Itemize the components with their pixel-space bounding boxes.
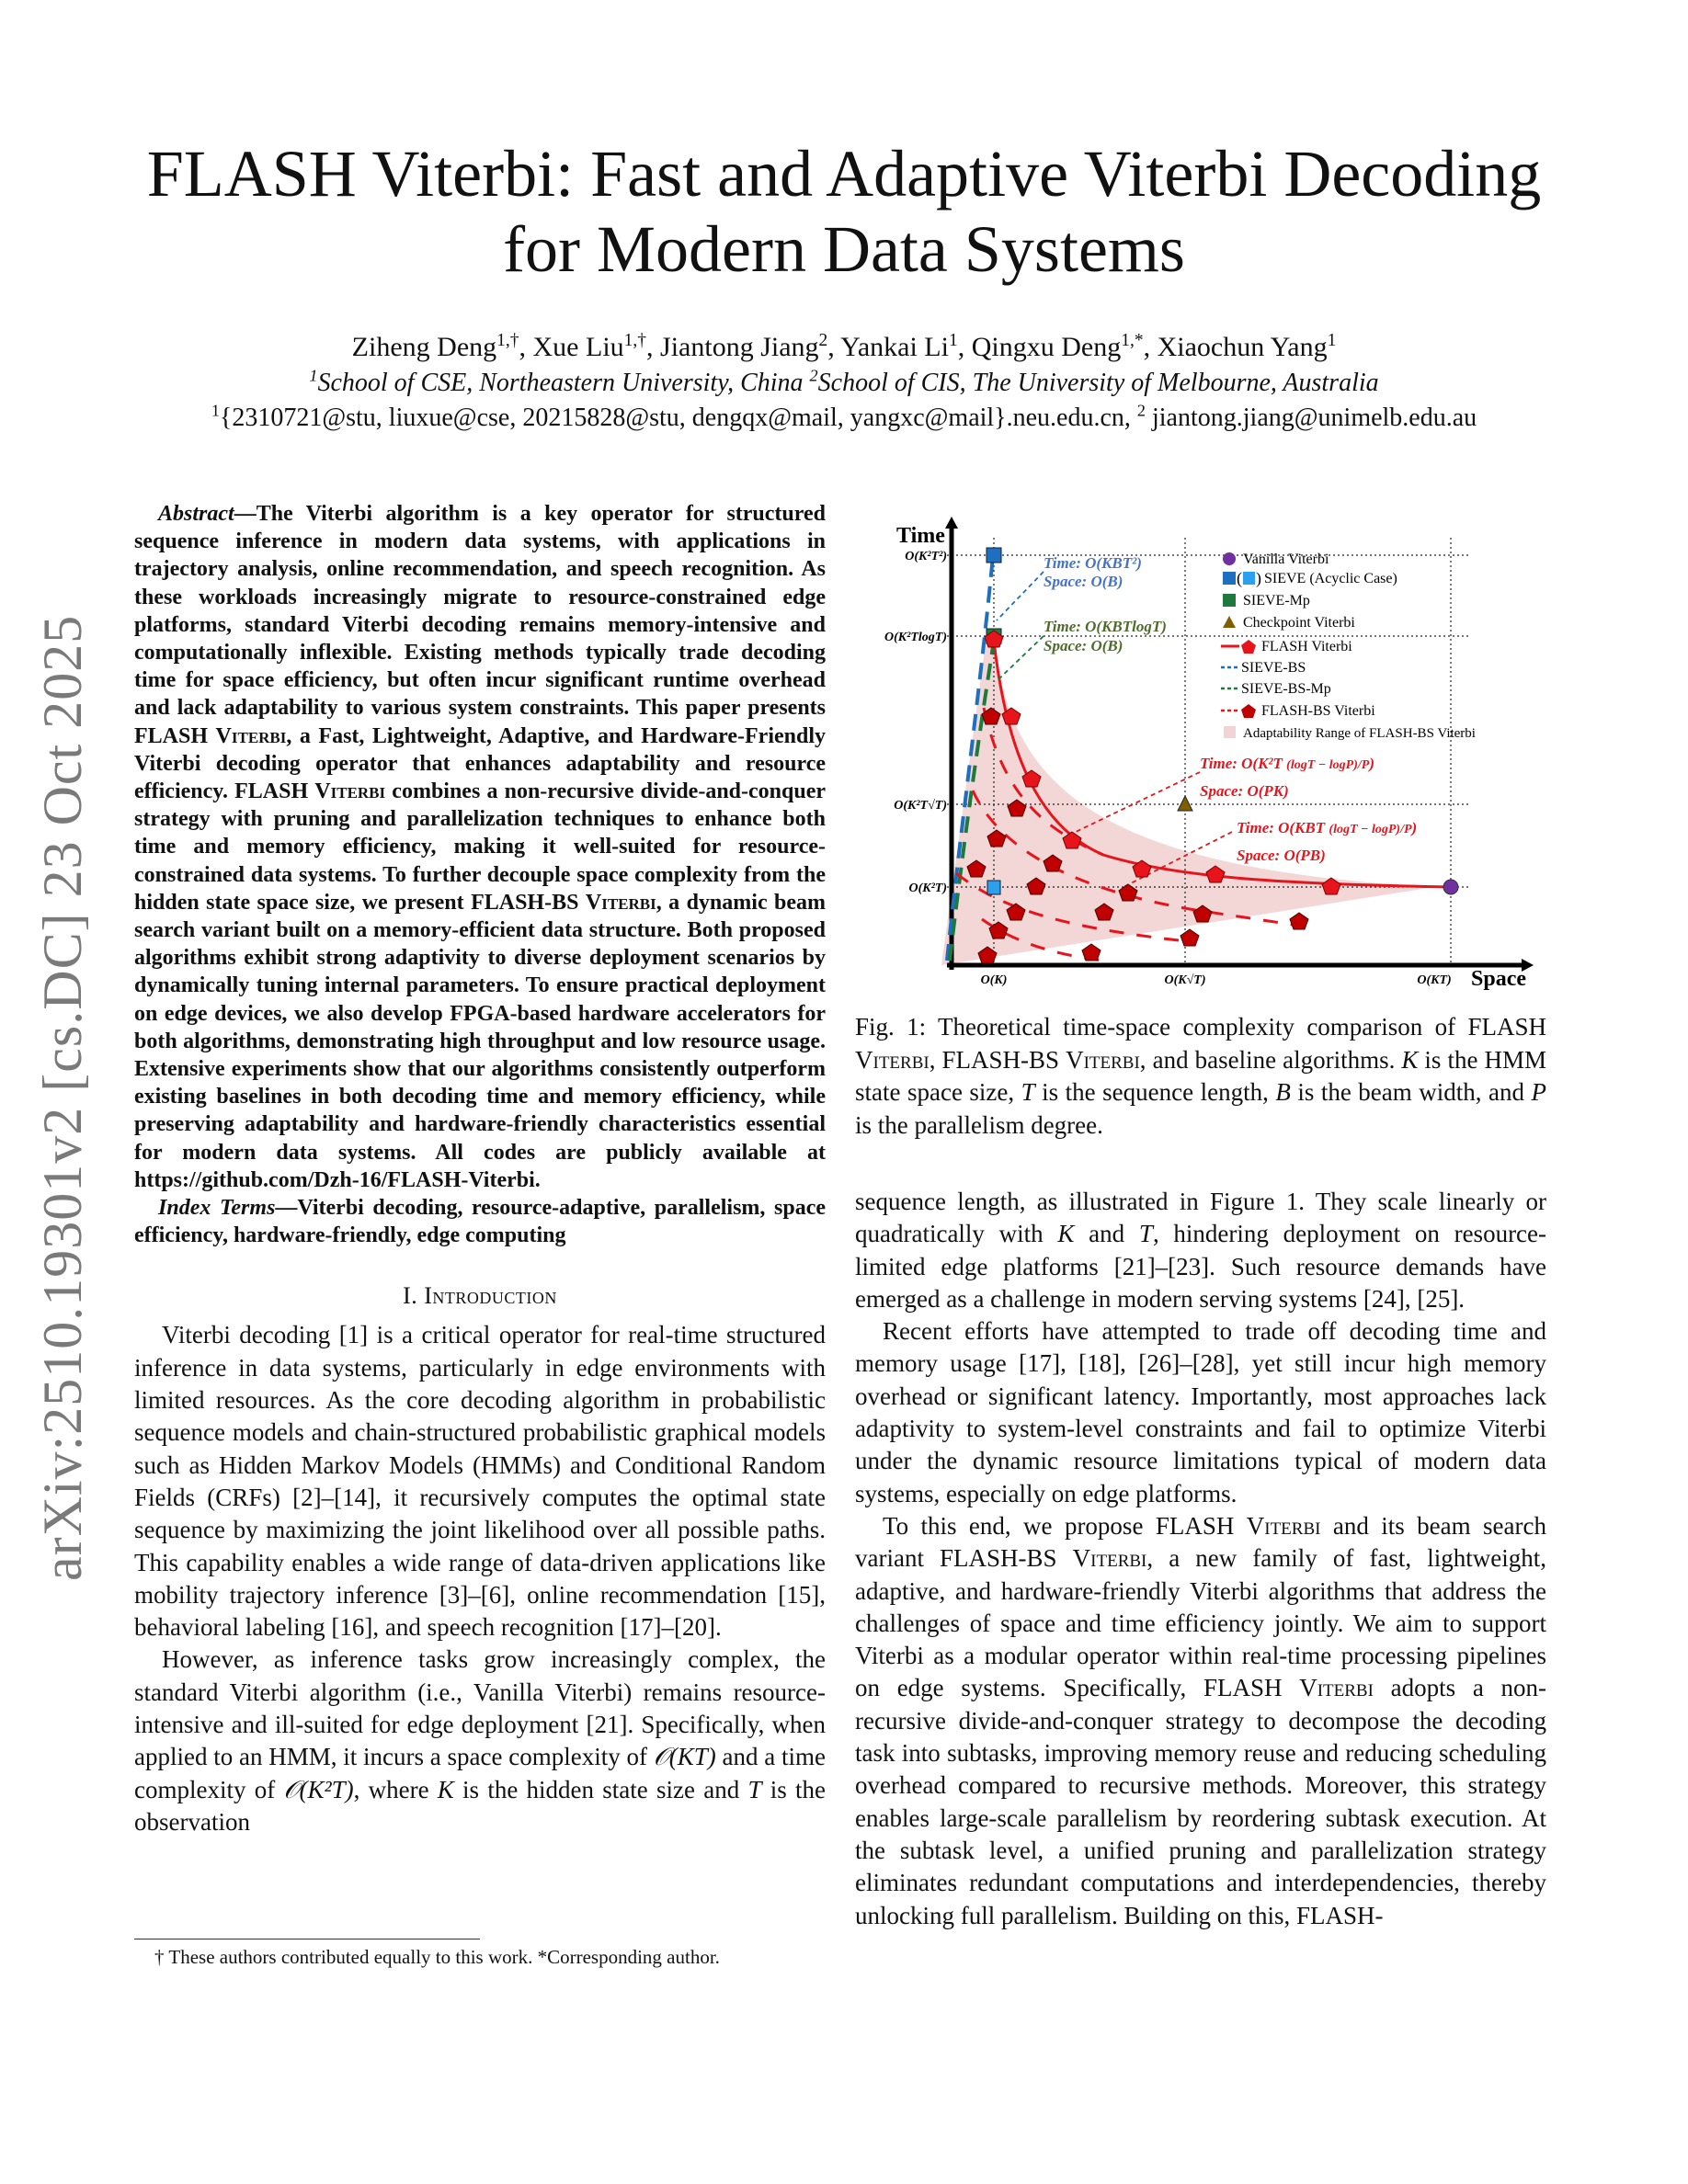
legend-sieve: SIEVE (Acyclic Case) bbox=[1264, 571, 1397, 586]
footnote: † These authors contributed equally to this work. *Corresponding author. bbox=[154, 1946, 720, 1968]
affiliation: School of CIS, The University of Melbourne, Australia bbox=[817, 369, 1379, 397]
intro-paragraph-1: Viterbi decoding [1] is a critical operator for real-time structured inference in data systems, particularly in edge environments with limited resources. As the core decoding algorithm in probabilistic sequence models and chain-structured probabilistic graphical models such as Hidden Markov Models (HMMs) and Conditional Random Fields (CRFs) [2]–[14], it recursively computes the optimal state sequence by maximizing the joint likelihood over all possible paths. This capability enables a wide range of data-driven applications like mobility trajectory inference [3]–[6], online recommendation [15], behavioral labeling [16], and speech recognition [17]–[20]. bbox=[134, 1321, 826, 1642]
figure-1-complexity-chart bbox=[846, 515, 1554, 993]
intro-paragraph-4: To this end, we propose FLASH Viterbi and its beam search variant FLASH-BS Viterbi, a new family of fast, lightweight, adaptive, and hardware-friendly Viterbi algorithms that address the challenges of space and time efficiency jointly. We aim to support Viterbi as a modular operator within real-time processing pipelines on edge systems. Specifically, FLASH Viterbi adopts a non-recursive divide-and-conquer strategy to decompose the decoding task into subtasks, improving memory reuse and reducing scheduling overhead compared to recursive methods. Moreover, this strategy enables large-scale parallelism by reordering subtask execution. At the subtask level, a unified pruning and parallelization strategy eliminates redundant computations and interdependencies, thereby unlocking full parallelism. Building on this, FLASH- bbox=[855, 1511, 1546, 1929]
intro-paragraph-2-continued: sequence length, as illustrated in Figure 1. They scale linearly or quadratically with K and T, hindering deployment on resource-limited edge platforms [21]–[23]. Such resource demands have emerged as a challenge in modern serving systems [24], [25]. bbox=[855, 1188, 1547, 1313]
checkpoint-viterbi-marker bbox=[1178, 796, 1192, 811]
annotation-sieve-bs-mp-time: Time: O(KBTlogT) bbox=[1044, 618, 1167, 635]
author: Ziheng Deng$^{1,\dagger}$ bbox=[351, 331, 519, 362]
author: Yankai Li$^1$ bbox=[840, 331, 958, 362]
arxiv-identifier-stamp: arXiv:2510.19301v2 [cs.DC] 23 Oct 2025 bbox=[32, 614, 93, 1581]
intro-paragraph-3: Recent efforts have attempted to trade off decoding time and memory usage [17], [18], [26]–[28], yet still incur high memory overhead or significant latency. Importantly, most approaches lack adaptivity to system-level constraints and fail to optimize Viterbi under the dynamic resource limitations typical of modern data systems, especially on edge platforms. bbox=[855, 1317, 1546, 1507]
annotation-flash-bs-time: Time: O(KBT (logT − logP)/P) bbox=[1237, 819, 1418, 836]
annotation-sieve-bs-space: Space: O(B) bbox=[1044, 573, 1123, 590]
author: Qingxu Deng$^{1,*}$ bbox=[971, 331, 1144, 362]
legend-flash: FLASH Viterbi bbox=[1261, 639, 1352, 654]
figure-1-caption: Fig. 1: Theoretical time-space complexity comparison of FLASH Viterbi, FLASH-BS Viterbi, and baseline algorithms. K is the HMM state space size, T is the sequence length, B is the beam width, and P is the parallelism degree. bbox=[855, 1013, 1546, 1139]
affiliations: $^1$School of CSE, Northeastern University, China $^2$School of CIS, The University of Melbourne, Australia bbox=[309, 366, 1379, 397]
legend-vanilla: Vanilla Viterbi bbox=[1243, 552, 1329, 567]
legend-checkpoint-icon bbox=[1223, 616, 1236, 628]
sieve-acyclic-marker bbox=[987, 548, 1001, 563]
complexity-plot-svg bbox=[846, 515, 1554, 993]
svg-text:O(KT): O(KT) bbox=[1417, 973, 1452, 987]
author-list: Ziheng Deng$^{1,\dagger}$, Xue Liu$^{1,\dagger}$, Jiantong Jiang$^2$, Yankai Li$^1$, Qingxu Deng$^{1,*}$, Xiaochun Yang$^1$ bbox=[351, 331, 1337, 362]
abstract: Abstract—The Viterbi algorithm is a key operator for structured sequence inference in modern data systems, with applications in trajectory analysis, online recommendation, and speech recognition. As these workloads increasingly migrate to resource-constrained edge platforms, standard Viterbi decoding remains memory-intensive and computationally inflexible. Existing methods typically trade decoding time for space efficiency, but often incur significant runtime overhead and lack adaptability to various system constraints. This paper presents FLASH Viterbi, a Fast, Lightweight, Adaptive, and Hardware-Friendly Viterbi decoding operator that enhances adaptability and resource efficiency. FLASH Viterbi combines a non-recursive divide-and-conquer strategy with pruning and parallelization techniques to enhance both time and memory efficiency, making it well-suited for resource-constrained data systems. To further decouple space complexity from the hidden state space size, we present FLASH-BS Viterbi, a dynamic beam search variant built on a memory-efficient data structure. Both proposed algorithms exhibit strong adaptivity to diverse deployment scenarios by dynamically tuning internal parameters. To ensure practical deployment on edge devices, we also develop FPGA-based hardware accelerators for both algorithms, demonstrating high throughput and low resource usage. Extensive experiments show that our algorithms consistently outperform existing baselines in both decoding time and memory efficiency, while preserving adaptability and hardware-friendly characteristics essential for modern data systems. All codes are publicly available at https://github.com/Dzh-16/FLASH-Viterbi. bbox=[134, 502, 827, 1192]
svg-text:O(K): O(K) bbox=[980, 973, 1008, 987]
legend-sieve-mp-icon bbox=[1223, 594, 1236, 607]
legend-checkpoint: Checkpoint Viterbi bbox=[1243, 615, 1355, 631]
email-group[interactable]: jiantong.jiang@unimelb.edu.au bbox=[1152, 404, 1477, 432]
legend-sieve-icon bbox=[1223, 572, 1236, 585]
section-heading-introduction: I. Introduction bbox=[403, 1282, 557, 1310]
author: Xiaochun Yang$^1$ bbox=[1157, 331, 1337, 362]
legend-flash-icon bbox=[1241, 640, 1256, 654]
legend-adaptability-icon bbox=[1224, 726, 1236, 738]
svg-text:(: ( bbox=[1237, 569, 1242, 587]
y-tick-labels bbox=[884, 550, 947, 895]
sieve-acyclic-light-marker bbox=[987, 881, 1000, 894]
intro-paragraph-2: However, as inference tasks grow increasingly complex, the standard Viterbi algorithm (i.e., Vanilla Viterbi) remains resource-intensive and ill-suited for edge deployment [21]. Specifically, when applied to an HMM, it incurs a space complexity of 𝒪(KT) and a time complexity of 𝒪(K²T), where K is the hidden state size and T is the observation bbox=[134, 1645, 826, 1836]
annotation-flash-bs-space: Space: O(PB) bbox=[1237, 847, 1326, 864]
svg-text:O(K²T√T): O(K²T√T) bbox=[894, 799, 947, 813]
title-line-1: FLASH Viterbi: Fast and Adaptive Viterbi Decoding bbox=[146, 137, 1542, 210]
legend-sieve-bs-mp: SIEVE-BS-Mp bbox=[1241, 681, 1331, 697]
svg-text:O(K²T²): O(K²T²) bbox=[905, 550, 947, 563]
y-axis-label: Time bbox=[896, 524, 945, 548]
index-terms: Index Terms—Viterbi decoding, resource-adaptive, parallelism, space efficiency, hardware-friendly, edge computing bbox=[134, 1196, 826, 1248]
legend-adaptability: Adaptability Range of FLASH-BS Viterbi bbox=[1243, 726, 1476, 741]
vanilla-viterbi-marker bbox=[1443, 880, 1458, 894]
svg-text:O(K²TlogT): O(K²TlogT) bbox=[884, 631, 947, 644]
annotation-flash-space: Space: O(PK) bbox=[1200, 782, 1289, 800]
legend-vanilla-icon bbox=[1223, 552, 1236, 565]
left-column bbox=[134, 500, 826, 1838]
x-axis-label: Space bbox=[1471, 967, 1526, 991]
author: Xue Liu$^{1,\dagger}$ bbox=[532, 331, 647, 362]
author: Jiantong Jiang$^2$ bbox=[660, 331, 828, 362]
legend-flash-bs-icon bbox=[1241, 704, 1256, 718]
author-emails: $^1${2310721@stu, liuxue@cse, 20215828@stu, dengqx@mail, yangxc@mail}.neu.edu.cn, $^2$ jiantong.jiang@unimelb.edu.au bbox=[211, 401, 1477, 432]
annotation-flash-time: Time: O(K²T (logT − logP)/P) bbox=[1200, 755, 1374, 772]
annotation-sieve-bs-time: Time: O(KBT²) bbox=[1044, 554, 1142, 572]
affiliation: School of CSE, Northeastern University, China bbox=[317, 369, 804, 397]
svg-text:O(K²T): O(K²T) bbox=[908, 882, 947, 895]
svg-text:): ) bbox=[1256, 569, 1261, 587]
legend-sieve-mp: SIEVE-Mp bbox=[1243, 593, 1310, 609]
email-group[interactable]: {2310721@stu, liuxue@cse, 20215828@stu, dengqx@mail, yangxc@mail}.neu.edu.cn, bbox=[219, 404, 1131, 432]
legend-flash-bs: FLASH-BS Viterbi bbox=[1261, 703, 1375, 719]
annotation-sieve-bs-mp-space: Space: O(B) bbox=[1044, 637, 1123, 654]
github-link[interactable]: https://github.com/Dzh-16/FLASH-Viterbi bbox=[134, 1167, 535, 1192]
title-line-2: for Modern Data Systems bbox=[503, 212, 1185, 286]
paper-title bbox=[0, 136, 1688, 287]
legend-sieve-bs: SIEVE-BS bbox=[1241, 660, 1306, 676]
right-column bbox=[855, 1186, 1546, 1932]
x-tick-labels bbox=[981, 973, 1452, 987]
chart-legend bbox=[1221, 552, 1476, 741]
svg-text:O(K√T): O(K√T) bbox=[1164, 973, 1206, 987]
